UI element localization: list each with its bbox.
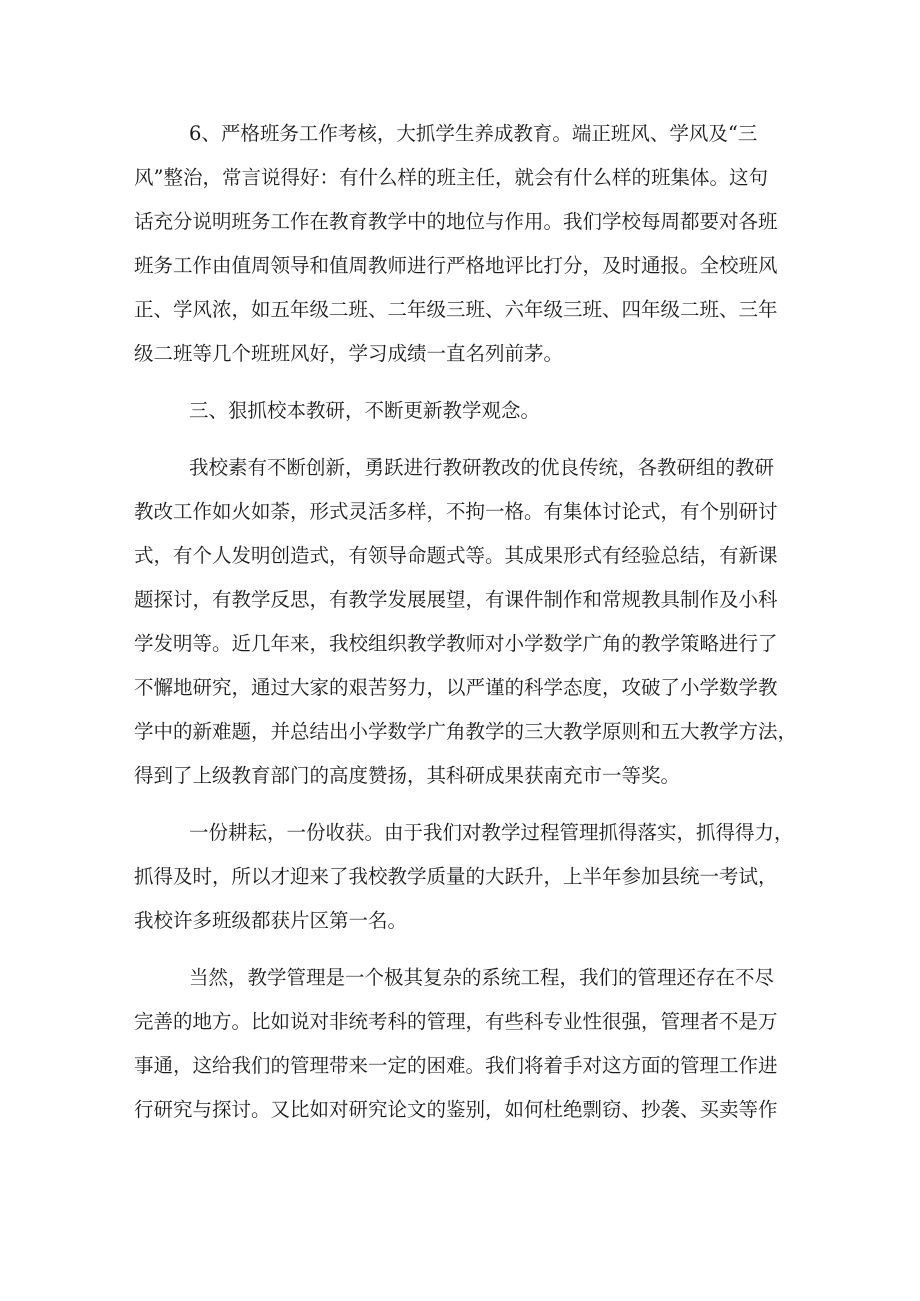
text-line: 行研究与探讨。又比如对研究论文的鉴别，如何杜绝剽窃、抄袭、买卖等作 <box>134 1098 778 1121</box>
text-line: 完善的地方。比如说对非统考科的管理，有些科专业性很强，管理者不是万 <box>134 1010 778 1033</box>
text-line: 抓得及时，所以才迎来了我校教学质量的大跃升，上半年参加县统一考试， <box>134 865 778 888</box>
text-line: 当然，教学管理是一个极其复杂的系统工程，我们的管理还存在不尽 <box>189 966 775 989</box>
section-heading <box>134 389 794 433</box>
text-line: 得到了上级教育部门的高度赞扬，其科研成果获南充市一等奖。 <box>134 764 681 787</box>
paragraph-teaching-research <box>134 446 798 798</box>
text-line: 6、严格班务工作考核，大抓学生养成教育。端正班风、学风及“三 <box>189 122 758 145</box>
text-line: 不懈地研究，通过大家的艰苦努力，以严谨的科学态度，攻破了小学数学教 <box>134 676 778 699</box>
paragraph-class-assessment <box>134 112 794 376</box>
text-line: 式，有个人发明创造式，有领导命题式等。其成果形式有经验总结，有新课 <box>134 544 778 567</box>
section-heading-line: 三、狠抓校本教研，不断更新教学观念。 <box>189 399 541 422</box>
text-line: 级二班等几个班班风好，学习成绩一直名列前茅。 <box>134 342 564 365</box>
text-line: 正、学风浓，如五年级二班、二年级三班、六年级三班、四年级二班、三年 <box>134 298 778 321</box>
text-line: 话充分说明班务工作在教育教学中的地位与作用。我们学校每周都要对各班 <box>134 210 778 233</box>
text-line: 一份耕耘，一份收获。由于我们对教学过程管理抓得落实，抓得得力， <box>189 821 794 844</box>
text-line: 题探讨，有教学反思，有教学发展展望，有课件制作和常规教具制作及小科 <box>134 588 778 611</box>
text-line: 事通，这给我们的管理带来一定的困难。我们将着手对这方面的管理工作进 <box>134 1054 778 1077</box>
text-line: 学中的新难题，并总结出小学数学广角教学的三大教学原则和五大教学方法， <box>134 720 798 743</box>
text-line: 班务工作由值周领导和值周教师进行严格地评比打分，及时通报。全校班风 <box>134 254 778 277</box>
paragraph-shortcomings <box>134 956 794 1132</box>
text-line: 学发明等。近几年来，我校组织教学教师对小学数学广角的教学策略进行了 <box>134 632 778 655</box>
text-line: 我校许多班级都获片区第一名。 <box>134 909 408 932</box>
text-line: 风”整治，常言说得好：有什么样的班主任，就会有什么样的班集体。这句 <box>134 166 768 189</box>
text-line: 教改工作如火如荼，形式灵活多样，不拘一格。有集体讨论式，有个别研讨 <box>134 500 778 523</box>
text-line: 我校素有不断创新，勇跃进行教研教改的优良传统，各教研组的教研 <box>189 456 775 479</box>
paragraph-harvest <box>134 811 794 943</box>
document-body <box>134 112 798 1132</box>
